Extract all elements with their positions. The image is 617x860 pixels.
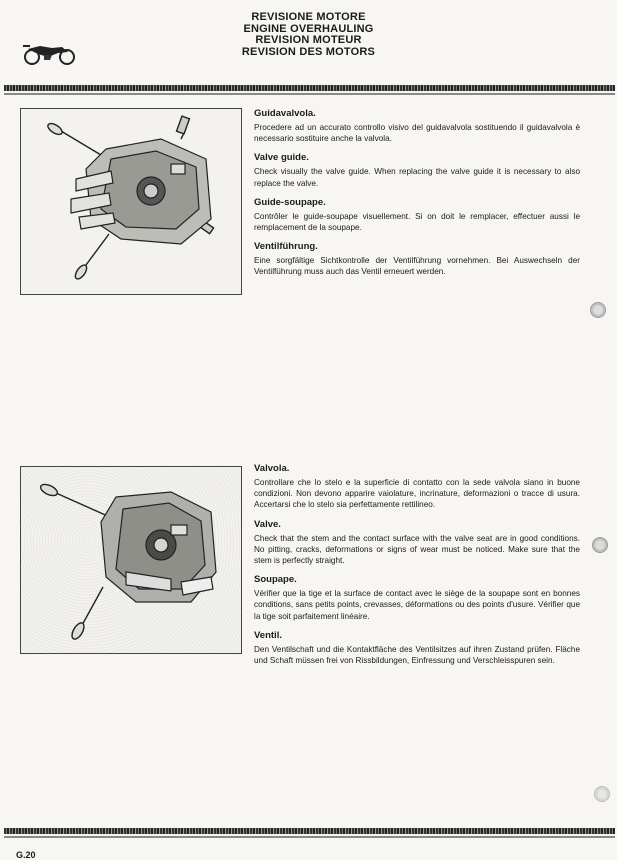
page-number: G.20 bbox=[16, 850, 36, 860]
binder-hole-mark bbox=[590, 302, 606, 318]
section-title-en: Valve guide. bbox=[254, 152, 309, 164]
section-text-en: Check visually the valve guide. When replacing the valve guide it is necessary to also replace the valve. bbox=[254, 167, 580, 188]
footer-rule-thin bbox=[4, 836, 615, 838]
section-text-de: Den Ventilschaft und die Kontaktfläche des Ventilsitzes auf ihren Zustand prüfen. Fläche und Schaft müssen frei von Rissbildungen, Einfressung und Verschleisspuren sein. bbox=[254, 644, 580, 666]
binder-hole-mark bbox=[594, 786, 610, 802]
section-text-de: Eine sorgfältige Sichtkontrolle der Ventilführung vornehmen. Bei Auswechseln der Ventilführung muss auch das Ventil erneuert werden. bbox=[254, 256, 580, 277]
page-header bbox=[0, 12, 617, 58]
section-title-de: Ventil. bbox=[254, 629, 282, 641]
section-text-en: Check that the stem and the contact surface with the valve seat are in good conditions. No pitting, cracks, deformations or signs of wear must be noticed. Make sure that the stem is perfectly straight. bbox=[254, 533, 580, 566]
header-title-de: REVISION DES MOTORS bbox=[241, 45, 376, 58]
section-title-it: Valvola. bbox=[254, 463, 290, 474]
header-rule-thin bbox=[4, 93, 615, 95]
valve-text bbox=[254, 463, 580, 674]
header-rule bbox=[4, 85, 615, 91]
header-title-it: REVISIONE MOTORE bbox=[251, 11, 366, 23]
section-title-it: Guidavalvola. bbox=[254, 108, 316, 119]
binder-hole-mark bbox=[592, 537, 608, 553]
section-title-de: Ventilführung. bbox=[254, 241, 318, 253]
valve-guide-illustration bbox=[20, 108, 242, 295]
header-title-fr: REVISION MOTEUR bbox=[255, 34, 362, 46]
header-title-en: ENGINE OVERHAULING bbox=[243, 22, 374, 35]
footer-rule bbox=[4, 828, 615, 834]
valve-illustration bbox=[20, 466, 242, 654]
section-text-it: Procedere ad un accurato controllo visivo del guidavalvola sostituendo il guidavalvola è necessario sostituire anche la valvola. bbox=[254, 123, 580, 144]
section-title-fr: Guide-soupape. bbox=[254, 196, 326, 208]
section-text-fr: Contrôler le guide-soupape visuellement. Si on doit le remplacer, effectuer aussi le remplacement de la soupape. bbox=[254, 211, 580, 233]
motorcycle-icon bbox=[18, 40, 80, 66]
valve-guide-text bbox=[254, 108, 580, 286]
section-title-en: Valve. bbox=[254, 518, 281, 530]
section-text-fr: Vérifier que la tige et la surface de contact avec le siège de la soupape sont en bonnes conditions, sans petits points, crevasses, déformations ou des points d'usure. Vérifier que la tige soit parfaitement linéaire. bbox=[254, 589, 580, 621]
section-title-fr: Soupape. bbox=[254, 574, 297, 586]
section-text-it: Controllare che lo stelo e la superficie di contatto con la sede valvola siano in buone condizioni. Non devono apparire vaiolature, incrinature, deformazioni o tracce di usura. Accertarsi che lo stelo sia perfettamente rettilineo. bbox=[254, 478, 580, 510]
